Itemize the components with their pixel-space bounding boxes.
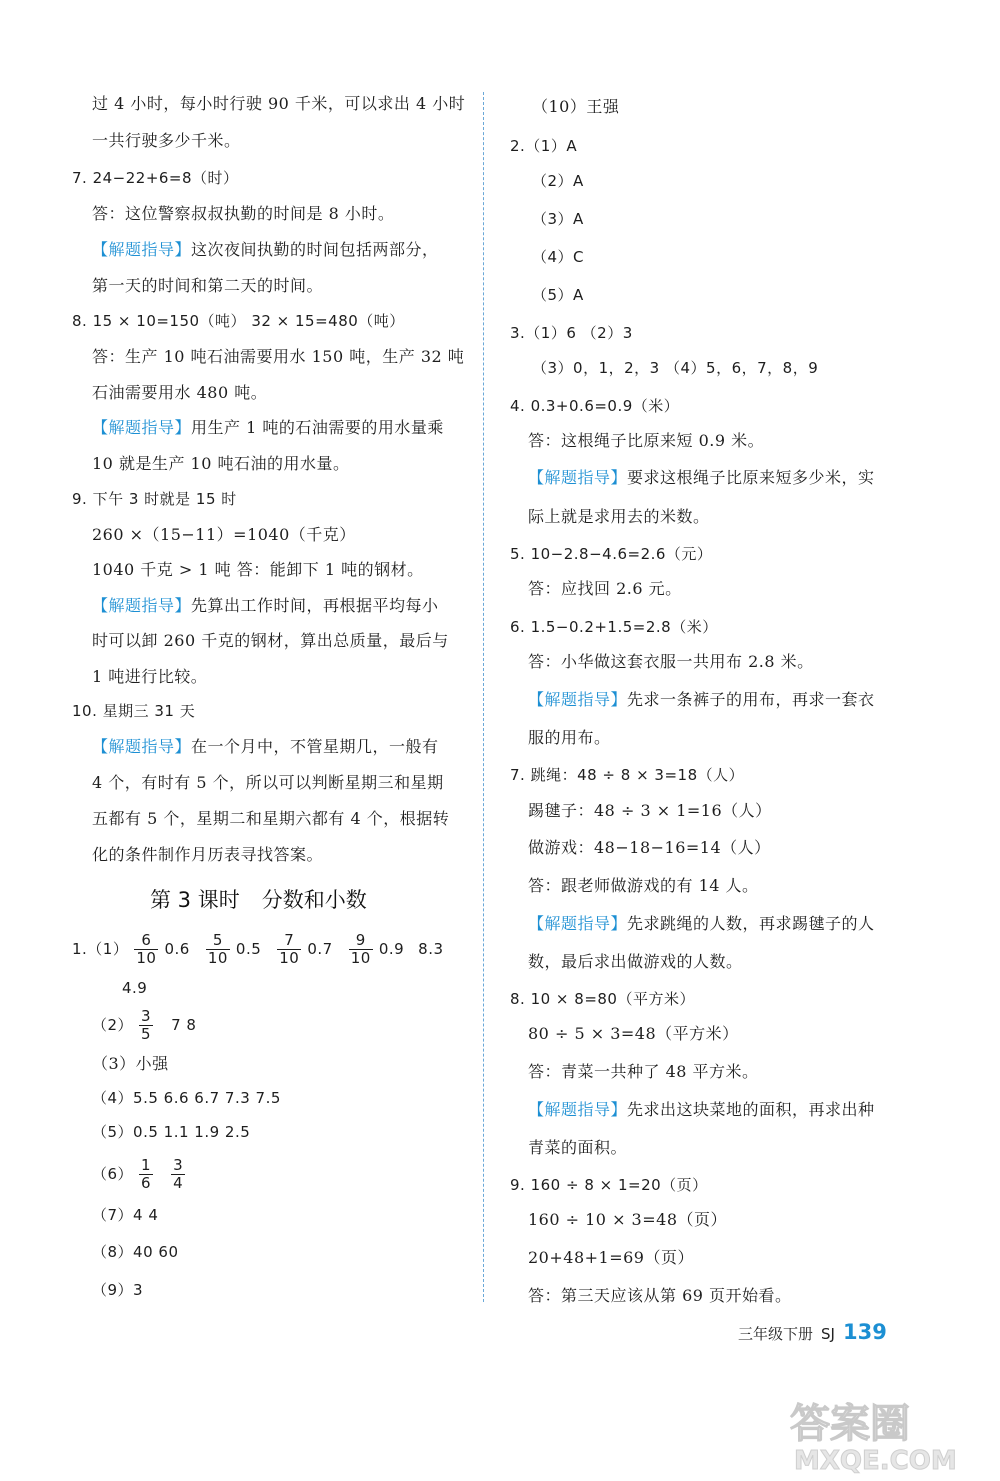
question-4: 4. 0.3+0.6=0.9（米） [510, 397, 680, 415]
page-number: 139 [842, 1320, 887, 1344]
fraction: $\frac{1}{6}$ [141, 1156, 152, 1192]
svg-text:答案圈: 答案圈 [790, 1401, 910, 1447]
column-divider [483, 92, 484, 1302]
question-6: 6. 1.5−0.2+1.5=2.8（米） [510, 618, 718, 636]
question-1-part-9: （9）3 [92, 1281, 144, 1299]
text-line: 际上就是求用去的米数。 [528, 507, 710, 526]
text-line: 青菜的面积。 [528, 1138, 628, 1157]
text-line: 五都有 5 个，星期二和星期六都有 4 个，根据转 [92, 809, 450, 828]
question-1-part-3: （3）小强 [92, 1054, 169, 1073]
guide-line: 【解题指导】先求跳绳的人数，再求踢毽子的人 [528, 914, 875, 933]
question-7-right: 7. 跳绳：48 ÷ 8 × 3=18（人） [510, 766, 745, 784]
guide-line: 【解题指导】先求一条裤子的用布，再求一套衣 [528, 690, 875, 709]
guide-line: 【解题指导】在一个月中，不管星期几，一般有 [92, 737, 439, 756]
question-1-part-6: （6） $\frac{1}{6}$ $\frac{3}{4}$ [92, 1156, 184, 1192]
guide-line: 【解题指导】用生产 1 吨的石油需要的用水量乘 [92, 418, 444, 437]
watermark-logo [780, 1395, 990, 1475]
guide-label: 【解题指导】 [92, 240, 192, 259]
question-8: 8. 15 × 10=150（吨） 32 × 15=480（吨） [72, 312, 405, 330]
question-1-part-5: （5）0.5 1.1 1.9 2.5 [92, 1123, 251, 1141]
text-line: 10 就是生产 10 吨石油的用水量。 [92, 454, 350, 473]
guide-label: 【解题指导】 [92, 596, 192, 615]
question-1-part-1: 1.（1） $\frac{6}{10}$ 0.6 $\frac{5}{10}$ 0.5 $\frac{7}{10}$ 0.7 $\frac{9}{10}$ 0.9 8.3 [72, 931, 444, 967]
text-line: 1 吨进行比较。 [92, 667, 208, 686]
question-1-part-7: （7）4 4 [92, 1206, 159, 1224]
text-line: （3）A [532, 210, 584, 228]
guide-line: 【解题指导】先求出这块菜地的面积，再求出种 [528, 1100, 875, 1119]
text-line: 260 ×（15−11）=1040（千克） [92, 525, 356, 544]
question-9: 9. 下午 3 时就是 15 时 [72, 490, 237, 508]
guide-label: 【解题指导】 [92, 737, 192, 756]
text-line: 20+48+1=69（页） [528, 1248, 694, 1267]
text-line: （5）A [532, 286, 584, 304]
answer-line: 答：这位警察叔叔执勤的时间是 8 小时。 [92, 204, 395, 223]
answer-line: 答：应找回 2.6 元。 [528, 579, 682, 598]
edition-code: SJ [821, 1325, 835, 1343]
text-line: （10）王强 [532, 97, 620, 116]
text-line: 第一天的时间和第二天的时间。 [92, 276, 324, 295]
guide-label: 【解题指导】 [528, 690, 628, 709]
text-line: 过 4 小时，每小时行驶 90 千米，可以求出 4 小时 [92, 94, 466, 113]
text-line: 一共行驶多少千米。 [92, 131, 241, 150]
answer-line: 答：生产 10 吨石油需要用水 150 吨，生产 32 吨 [92, 347, 465, 366]
text-line: 80 ÷ 5 × 3=48（平方米） [528, 1024, 739, 1043]
text-line: （2）A [532, 172, 584, 190]
text-line: 160 ÷ 10 × 3=48（页） [528, 1210, 728, 1229]
fraction: $\frac{6}{10}$ [136, 931, 157, 967]
guide-line: 【解题指导】要求这根绳子比原来短多少米，实 [528, 468, 875, 487]
question-1-part-4: （4）5.5 6.6 6.7 7.3 7.5 [92, 1089, 281, 1107]
question-1-part-2: （2） $\frac{3}{5}$ 7 8 [92, 1007, 197, 1043]
question-3: 3.（1）6 （2）3 [510, 324, 633, 342]
page-footer [738, 1320, 887, 1344]
guide-line: 【解题指导】这次夜间执勤的时间包括两部分， [92, 240, 439, 259]
fraction: $\frac{5}{10}$ [207, 931, 228, 967]
text-line: 石油需要用水 480 吨。 [92, 383, 268, 402]
fraction: $\frac{3}{4}$ [173, 1156, 184, 1192]
answer-line: 答：这根绳子比原来短 0.9 米。 [528, 431, 765, 450]
guide-label: 【解题指导】 [528, 914, 628, 933]
text-line: 踢毽子：48 ÷ 3 × 1=16（人） [528, 801, 772, 820]
guide-label: 【解题指导】 [528, 468, 628, 487]
grade-label: 三年级下册 [738, 1325, 814, 1343]
section-title: 第 3 课时 分数和小数 [150, 888, 367, 912]
text-line: 数，最后求出做游戏的人数。 [528, 952, 743, 971]
text-line: 做游戏：48−18−16=14（人） [528, 838, 771, 857]
fraction: $\frac{9}{10}$ [350, 931, 371, 967]
question-9-right: 9. 160 ÷ 8 × 1=20（页） [510, 1176, 708, 1194]
text-line: 4.9 [122, 979, 148, 997]
question-7: 7. 24−22+6=8（时） [72, 169, 239, 187]
answer-line: 答：小华做这套衣服一共用布 2.8 米。 [528, 652, 814, 671]
text-line: 4 个，有时有 5 个，所以可以判断星期三和星期 [92, 773, 444, 792]
question-10: 10. 星期三 31 天 [72, 702, 196, 720]
guide-label: 【解题指导】 [92, 418, 192, 437]
text-line: （3）0，1，2，3 （4）5，6，7，8，9 [532, 359, 819, 377]
svg-text:MXQE.COM: MXQE.COM [794, 1446, 957, 1475]
question-2: 2.（1）A [510, 137, 578, 155]
answer-line: 1040 千克 > 1 吨 答：能卸下 1 吨的钢材。 [92, 560, 424, 579]
question-1-part-8: （8）40 60 [92, 1243, 179, 1261]
answer-line: 答：跟老师做游戏的有 14 人。 [528, 876, 759, 895]
text-line: 时可以卸 260 千克的钢材，算出总质量，最后与 [92, 631, 449, 650]
guide-line: 【解题指导】先算出工作时间，再根据平均每小 [92, 596, 439, 615]
answer-line: 答：第三天应该从第 69 页开始看。 [528, 1286, 792, 1305]
text-line: （4）C [532, 248, 585, 266]
text-line: 化的条件制作月历表寻找答案。 [92, 845, 324, 864]
fraction: $\frac{3}{5}$ [141, 1007, 152, 1043]
text-line: 服的用布。 [528, 728, 611, 747]
answer-line: 答：青菜一共种了 48 平方米。 [528, 1062, 759, 1081]
fraction: $\frac{7}{10}$ [279, 931, 300, 967]
question-5: 5. 10−2.8−4.6=2.6（元） [510, 545, 713, 563]
guide-label: 【解题指导】 [528, 1100, 628, 1119]
question-8-right: 8. 10 × 8=80（平方米） [510, 990, 695, 1008]
